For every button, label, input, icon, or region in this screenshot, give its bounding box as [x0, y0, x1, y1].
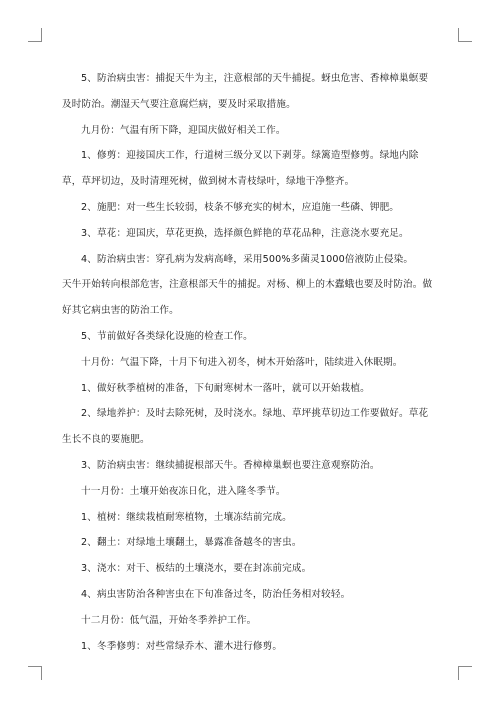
- paragraph-4: 2、施肥：对一些生长较弱，枝条不够充实的树木，应追施一些磷、钾肥。: [81, 201, 400, 213]
- paragraph-1: 5、防治病虫害：捕捉天牛为主，注意根部的天牛捕捉。蚜虫危害、香樟樟巢螟要及时防治。潮湿天气要注意腐烂病，要及时采取措施。: [62, 73, 429, 110]
- paragraph-8: 5、节前做好各类绿化设施的检查工作。: [81, 330, 253, 342]
- document-body: [62, 66, 438, 659]
- crop-mark-bottom-right: [458, 666, 472, 680]
- crop-mark-bottom-left: [28, 666, 42, 680]
- paragraph-14: 1、植树：继续栽植耐寒植物，土壤冻结前完成。: [81, 511, 292, 523]
- paragraph-13: 十一月份：土壤开始夜冻日化，进入隆冬季节。: [81, 485, 286, 497]
- paragraph-17: 4、病虫害防治各种害虫在下旬准备过冬，防治任务相对较轻。: [81, 588, 351, 600]
- paragraph-11: 2、绿地养护：及时去除死树，及时浇水。绿地、草坪挑草切边工作要做好。草花生长不良的要施肥。: [62, 408, 429, 446]
- paragraph-18: 十二月份：低气温，开始冬季养护工作。: [81, 614, 257, 626]
- paragraph-7: 天牛开始转向根部危害，注意根部天牛的捕捉。对杨、柳上的木蠹蛾也要及时防治。做好其它病虫害的防治工作。: [62, 279, 433, 317]
- paragraph-5: 3、草花：迎国庆，草花更换，选择颜色鲜艳的草花品种，注意浇水要充足。: [81, 227, 409, 239]
- paragraph-16: 3、浇水：对干、板结的土壤浇水，要在封冻前完成。: [81, 563, 312, 575]
- paragraph-6: 4、防治病虫害：穿孔病为发病高峰，采用500%多菌灵1000倍液防止侵染。: [81, 253, 414, 265]
- crop-mark-top-left: [28, 28, 42, 42]
- paragraph-3: 1、修剪：迎接国庆工作，行道树三级分叉以下剥芽。绿篱造型修剪。绿地内除草，草坪切边，及时清理死树，做到树木青枝绿叶，绿地干净整齐。: [62, 150, 419, 188]
- paragraph-12: 3、防治病虫害：继续捕捉根部天牛。香樟樟巢螟也要注意观察防治。: [81, 459, 380, 471]
- crop-mark-top-right: [458, 28, 472, 42]
- paragraph-2: 九月份：气温有所下降，迎国庆做好相关工作。: [81, 124, 286, 136]
- paragraph-10: 1、做好秋季植树的准备，下旬耐寒树木一落叶，就可以开始栽植。: [81, 382, 370, 394]
- paragraph-9: 十月份：气温下降，十月下旬进入初冬，树木开始落叶，陆续进入休眠期。: [81, 356, 403, 368]
- paragraph-19: 1、冬季修剪：对些常绿乔木、灌木进行修剪。: [81, 640, 283, 652]
- paragraph-15: 2、翻土：对绿地土壤翻土，暴露准备越冬的害虫。: [81, 537, 302, 549]
